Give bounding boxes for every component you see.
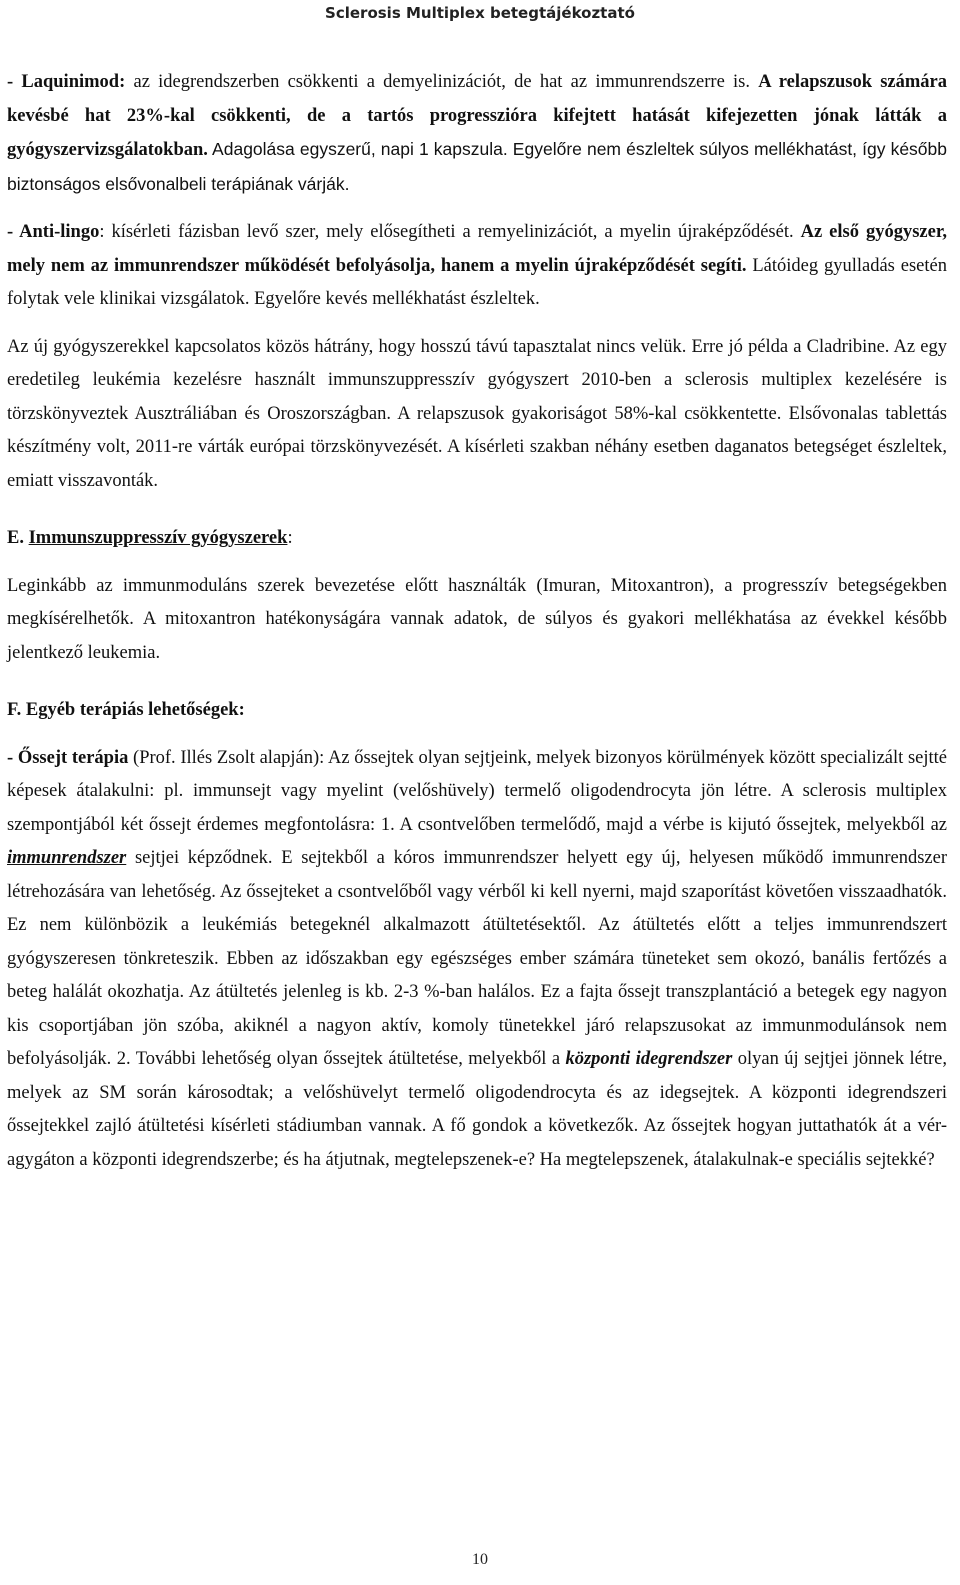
anti-lingo-bold-claim: Az első gyógyszer, mely nem az immunrendszer működését befolyásolja, hanem a myelin újraképződését segíti. [7, 222, 947, 276]
paragraph-stem-cell [7, 742, 947, 1178]
section-e-heading [7, 522, 947, 556]
anti-lingo-intro: : kísérleti fázisban levő szer, mely elősegítheti a remyelinizációt, a myelin újraképződését. [99, 222, 801, 242]
stem-cell-emphasis-cns: központi idegrendszer [565, 1049, 733, 1069]
document-body [7, 66, 947, 1177]
section-e-letter: E. [7, 528, 24, 548]
section-e-title: Immunszuppresszív gyógyszerek [28, 528, 288, 548]
anti-lingo-tail: Látóideg gyulladás esetén folytak vele klinikai vizsgálatok. Egyelőre kevés mellékhatást észleltek. [7, 255, 947, 309]
stem-cell-part1: (Prof. Illés Zsolt alapján): Az őssejtek olyan sejtjeink, melyek bizonyos körülmények között specializált sejtté képesek átalakulni: pl. immunsejt vagy myelint (velőshüvely) termelő oligodendrocyta jön létre. A sclerosis multiplex szempontjából két őssejt érdemes megfontolásra: 1. A csontvelőben termelődő, majd a vérbe is kijutó őssejtek, melyekből az [7, 747, 947, 835]
page-header: Sclerosis Multiplex betegtájékoztató [325, 4, 635, 22]
paragraph-immunosuppressive: Leginkább az immunmoduláns szerek bevezetése előtt használták (Imuran, Mitoxantron), a progresszív betegségekben megkísérelhetők. A mitoxantron hatékonyságára vannak adatok, de súlyos és gyakori mellékhatása az évekkel később jelentkező leukemia. [7, 575, 947, 663]
drug-name-laquinimod: - Laquinimod: [7, 72, 126, 92]
section-e-colon: : [287, 528, 293, 548]
laquinimod-bold-claim: A relapszusok számára kevésbé hat 23%-kal csökkenti, de a tartós progresszióra kifejtett hatását kifejezetten jónak látták a gyógyszervizsgálatokban. [7, 72, 948, 160]
stem-cell-part2: sejtjei képződnek. E sejtekből a kóros immunrendszer helyett egy új, helyesen működő immunrendszer létrehozására van lehetőség. Az őssejteket a csontvelőből vagy vérből ki kell nyerni, majd szaporítást követően visszaadhatók. Ez nem különbözik a leukémiás betegeknél alkalmazott átültetésektől. Az átültetés előtt a teljes immunrendszert gyógyszeresen tönkreteszik. Ebben az időszakban egy egészséges ember számára tüneteket sem okozó, banális fertőzés a beteg halálát okozhatja. Az átültetés jelenleg is kb. 2-3 %-ban halálos. Ez a fajta őssejt transzplantáció a betegek egy nagyon kis csoportjában jön szóba, akiknél a nagyon aktív, komoly tünetekkel járó relapszusokat az immunmodulánsok nem befolyásolják. 2. További lehetőség olyan őssejtek átültetése, melyekből a [7, 848, 947, 1069]
paragraph-anti-lingo [7, 216, 947, 317]
drug-name-anti-lingo: - Anti-lingo [7, 222, 100, 242]
section-f-title: F. Egyéb terápiás lehetőségek: [7, 700, 245, 720]
laquinimod-tail: Adagolása egyszerű, napi 1 kapszula. Egyelőre nem észleltek súlyos mellékhatást, így később biztonságos elsővonalbeli terápiának várják. [7, 139, 947, 194]
page-number: 10 [472, 1551, 488, 1568]
paragraph-cladribine: Az új gyógyszerekkel kapcsolatos közös hátrány, hogy hosszú távú tapasztalat nincs velük. Erre jó példa a Cladribine. Az egy eredetileg leukémia kezelésre használt immunszuppresszív gyógyszert 2010-ben a sclerosis multiplex kezelésére is törzskönyveztek Ausztráliában és Oroszországban. A relapszusok gyakoriságot 58%-kal csökkentette. Elsővonalas tablettás készítmény volt, 2011-re várták európai törzskönyvezését. A kísérleti szakban néhány esetben daganatos betegséget észleltek, emiatt visszavonták. [7, 336, 947, 491]
therapy-name-stem-cell: - Őssejt terápia [7, 747, 129, 768]
paragraph-laquinimod [7, 66, 947, 202]
section-f-heading [7, 694, 947, 728]
laquinimod-intro: az idegrendszerben csökkenti a demyelinizációt, de hat az immunrendszerre is. [125, 72, 759, 92]
stem-cell-part3: olyan új sejtjei jönnek létre, melyek az SM során károsodtak; a velőshüvelyt termelő oligodendrocyta és az idegsejtek. A központi idegrendszeri őssejtekkel zajló átültetési kísérleti stádiumban vannak. A fő gondok a következők. Az őssejtek hogyan juttathatók át a vér-agygáton a központi idegrendszerbe; és ha átjutnak, megtelepszenek-e? Ha megtelepszenek, átalakulnak-e speciális sejtekké? [7, 1049, 947, 1170]
stem-cell-emphasis-immune: immunrendszer [7, 848, 127, 868]
